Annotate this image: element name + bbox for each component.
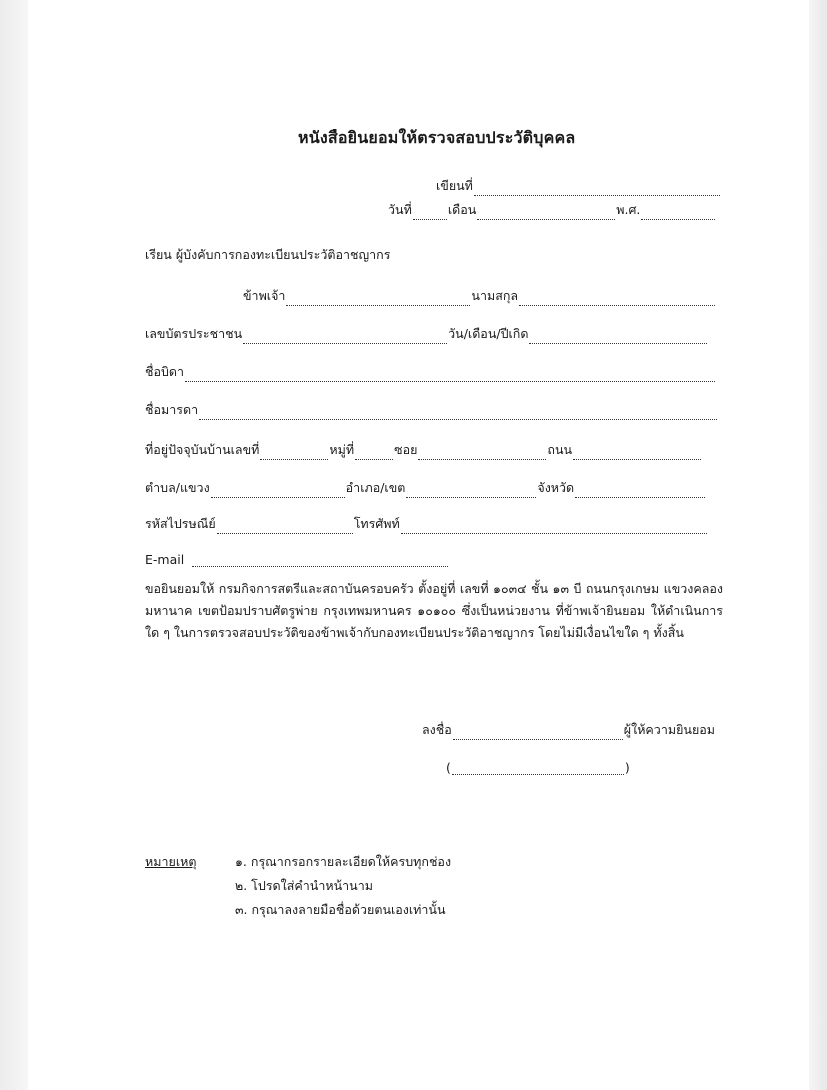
phone-label: โทรศัพท์ — [353, 516, 400, 531]
phone-field[interactable] — [401, 532, 707, 534]
road-field[interactable] — [573, 458, 701, 460]
father-label: ชื่อบิดา — [145, 364, 185, 379]
mother-label: ชื่อมารดา — [145, 402, 199, 417]
open-paren: ( — [446, 760, 451, 775]
id-card-label: เลขบัตรประชาชน — [145, 326, 243, 341]
road-label: ถนน — [547, 442, 573, 457]
name-field[interactable] — [286, 304, 470, 306]
signature-field[interactable] — [453, 738, 623, 740]
postcode-label: รหัสไปรษณีย์ — [145, 516, 216, 531]
birth-date-field[interactable] — [529, 342, 707, 344]
signature-row — [422, 720, 715, 740]
consent-paragraph: ขอยินยอมให้ กรมกิจการสตรีและสถาบันครอบครัว ตั้งอยู่ที่ เลขที่ ๑๐๓๔ ชั้น ๑๓ บี ถนนกรุงเกษม แขวงคลองมหานาค เขตป้อมปราบศัตรูพ่าย กรุงเทพมหานคร ๑๐๑๐๐ ซึ่งเป็นหน่วยงาน ที่ข้าพเจ้ายินยอม ให้ดำเนินการใด ๆ ในการตรวจสอบประวัติของข้าพเจ้ากับกองทะเบียนประวัติอาชญากร โดยไม่มีเงื่อนไขใด ๆ ทั้งสิ้น — [145, 581, 723, 640]
consenter-role-label: ผู้ให้ความยินยอม — [623, 722, 716, 737]
soi-label: ซอย — [394, 442, 418, 457]
written-at-row — [436, 176, 721, 196]
postcode-row — [145, 514, 708, 534]
document-page — [28, 0, 809, 1090]
name-label: ข้าพเจ้า — [243, 288, 286, 303]
name-row — [243, 286, 716, 306]
sign-label: ลงชื่อ — [422, 722, 452, 737]
date-row — [388, 200, 716, 220]
birth-date-label: วัน/เดือน/ปีเกิด — [448, 326, 529, 341]
district-label: อำเภอ/เขต — [345, 480, 406, 495]
printed-name-row — [446, 760, 630, 775]
address-label: ที่อยู่ปัจจุบันบ้านเลขที่ — [145, 442, 260, 457]
postcode-field[interactable] — [217, 532, 353, 534]
note-item: ๓. กรุณาลงลายมือชื่อด้วยตนเองเท่านั้น — [235, 902, 446, 917]
paper-left-background — [0, 0, 28, 1090]
day-field[interactable] — [413, 218, 447, 220]
note-item: ๑. กรุณากรอกรายละเอียดให้ครบทุกช่อง — [235, 854, 452, 869]
soi-field[interactable] — [418, 458, 546, 460]
year-label: พ.ศ. — [616, 202, 641, 217]
father-field[interactable] — [185, 380, 715, 382]
moo-label: หมู่ที่ — [329, 442, 355, 457]
house-number-field[interactable] — [260, 458, 328, 460]
date-label: วันที่ — [388, 202, 412, 217]
email-field[interactable] — [192, 565, 448, 567]
written-at-label: เขียนที่ — [436, 178, 473, 193]
father-row — [145, 362, 716, 382]
email-label: E-mail — [145, 552, 185, 567]
paper-right-background — [809, 0, 827, 1090]
close-paren: ) — [624, 760, 630, 775]
id-row — [145, 324, 708, 344]
month-field[interactable] — [477, 218, 615, 220]
subdistrict-field[interactable] — [211, 496, 345, 498]
salutation: เรียน ผู้บังคับการกองทะเบียนประวัติอาชญากร — [145, 247, 391, 262]
surname-label: นามสกุล — [471, 288, 519, 303]
month-label: เดือน — [447, 202, 477, 217]
notes-heading: หมายเหตุ — [145, 854, 197, 869]
subdistrict-row — [145, 478, 706, 498]
mother-row — [145, 400, 718, 420]
province-field[interactable] — [575, 496, 705, 498]
year-field[interactable] — [641, 218, 715, 220]
surname-field[interactable] — [519, 304, 715, 306]
note-item: ๒. โปรดใส่คำนำหน้านาม — [235, 878, 373, 893]
address-row — [145, 440, 702, 460]
written-at-field[interactable] — [474, 194, 720, 196]
district-field[interactable] — [406, 496, 536, 498]
id-card-field[interactable] — [243, 342, 447, 344]
province-label: จังหวัด — [537, 480, 575, 495]
email-row — [145, 552, 449, 567]
document-title: หนังสือยินยอมให้ตรวจสอบประวัติบุคคล — [298, 128, 576, 147]
subdistrict-label: ตำบล/แขวง — [145, 480, 210, 495]
mother-field[interactable] — [199, 418, 717, 420]
printed-name-field[interactable] — [452, 773, 624, 775]
moo-field[interactable] — [355, 458, 393, 460]
